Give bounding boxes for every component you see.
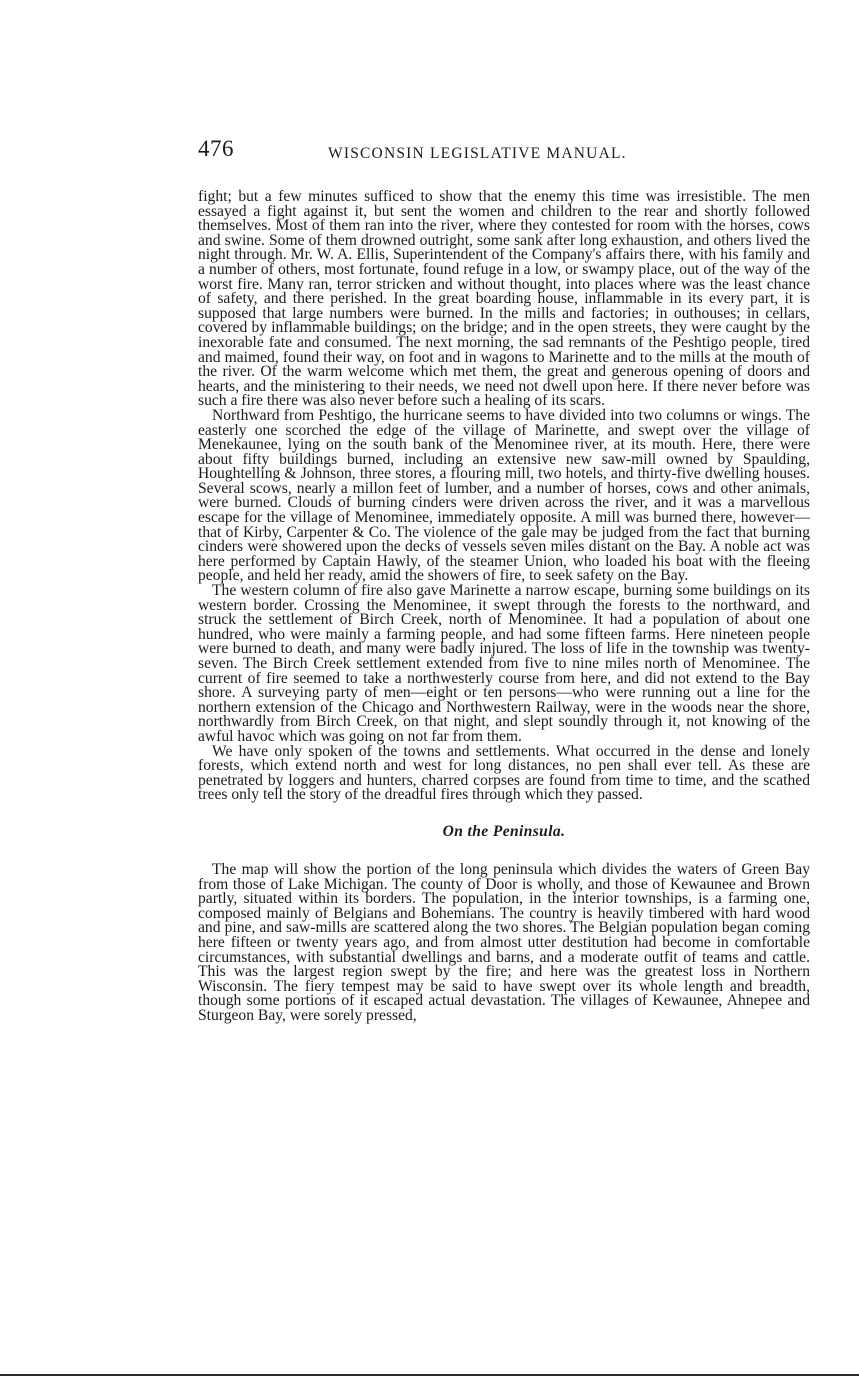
paragraph-western-column: The western column of fire also gave Marinette a narrow escape, burning some buildings on its western border. Crossing the Menominee, it swept through the forests to the northward, and struck the settlement of Birch Creek, north of Menominee. It had a population of about one hundred, who were mainly a farming people, and had some fifteen farms. Here nineteen people were burned to death, and many were badly injured. The loss of life in the township was twenty-seven. The Birch Creek settlement extended from five to nine miles north of Menominee. The current of fire seemed to take a northwesterly course from here, and did not extend to the Bay shore. A surveying party of men—eight or ten persons—who were running out a line for the northern extension of the Chicago and Northwestern Railway, were in the woods near the shore, northwardly from Birch Creek, on that night, and slept soundly through it, not knowing of the awful havoc which was going on not far from them.	[198, 582, 810, 745]
body-text	[198, 190, 810, 1023]
running-head	[198, 136, 810, 166]
paragraph-forests: We have only spoken of the towns and settlements. What occurred in the dense and lonely forests, which extend north and west for long distances, no pen shall ever tell. As these are penetrated by loggers and hunters, charred corpses are found from time to time, and the scathed trees only tell the story of the dreadful fires through which they passed.	[198, 742, 810, 804]
bottom-edge-rule	[0, 1374, 859, 1376]
paragraph-fire-at-peshtigo: fight; but a few minutes sufficed to show that the enemy this time was irresistible. The men essayed a fight against it, but sent the women and children to the rear and shortly followed themselves. Most of them ran into the river, where they contested for room with the horses, cows and swine. Some of them drowned outright, some sank after long exhaustion, and others lived the night through. Mr. W. A. Ellis, Superintendent of the Company's affairs there, with his family and a number of others, most fortunate, found refuge in a low, or swampy place, out of the way of the worst fire. Many ran, terror stricken and without thought, into places where was the least chance of safety, and there perished. In the great boarding house, inflammable in its every part, it is supposed that large numbers were burned. In the mills and factories; in outhouses; in cellars, covered by inflammable buildings; on the bridge; and in the open streets, they were caught by the inexorable fate and consumed. The next morning, the sad remnants of the Peshtigo people, tired and maimed, found their way, on foot and in wagons to Marinette and to the mills at the mouth of the river. Of the warm welcome which met them, the great and generous opening of doors and hearts, and the ministering to their needs, we need not dwell upon here. If there never before was such a fire there was also never before such a healing of its scars.	[198, 188, 810, 410]
paragraph-easterly-column: Northward from Peshtigo, the hurricane seems to have divided into two columns or wings. The easterly one scorched the edge of the village of Marinette, and swept over the village of Menekaunee, lying on the south bank of the Menominee river, at its mouth. Here, there were about fifty buildings burned, including an extensive new saw-mill owned by Spaulding, Houghtelling & Johnson, three stores, a flouring mill, two hotels, and thirty-five dwelling houses. Several scows, nearly a millon feet of lumber, and a number of horses, cows and other animals, were burned. Clouds of burning cinders were driven across the river, and it was a marvellous escape for the village of Menominee, immediately opposite. A mill was burned there, however—that of Kirby, Carpenter & Co. The violence of the gale may be judged from the fact that burning cinders were showered upon the decks of vessels seven miles distant on the Bay. A noble act was here performed by Captain Hawly, of the steamer Union, who loaded his boat with the fleeing people, and held her ready, amid the showers of fire, to seek safety on the Bay.	[198, 406, 810, 585]
page-number: 476	[198, 136, 234, 161]
section-heading: On the Peninsula.	[442, 822, 566, 840]
running-title: WISCONSIN LEGISLATIVE MANUAL.	[328, 145, 627, 162]
paragraph-peninsula: The map will show the portion of the long peninsula which divides the waters of Green Bay from those of Lake Michigan. The county of Door is wholly, and those of Kewaunee and Brown partly, situated within its borders. The population, in the interior townships, is a farming one, composed mainly of Belgians and Bohemians. The country is heavily timbered with hard wood and pine, and saw-mills are scattered along the two shores. The Belgian population began coming here fifteen or twenty years ago, and from almost utter destitution had become in comfortable circumstances, with substantial dwellings and barns, and a moderate outfit of teams and cattle. This was the largest region swept by the fire; and here was the greatest loss in Northern Wisconsin. The fiery tempest may be said to have swept over its whole length and breadth, though some portions of it escaped actual devastation. The villages of Kewaunee, Ahnepee and Sturgeon Bay, were sorely pressed,	[198, 860, 810, 1024]
